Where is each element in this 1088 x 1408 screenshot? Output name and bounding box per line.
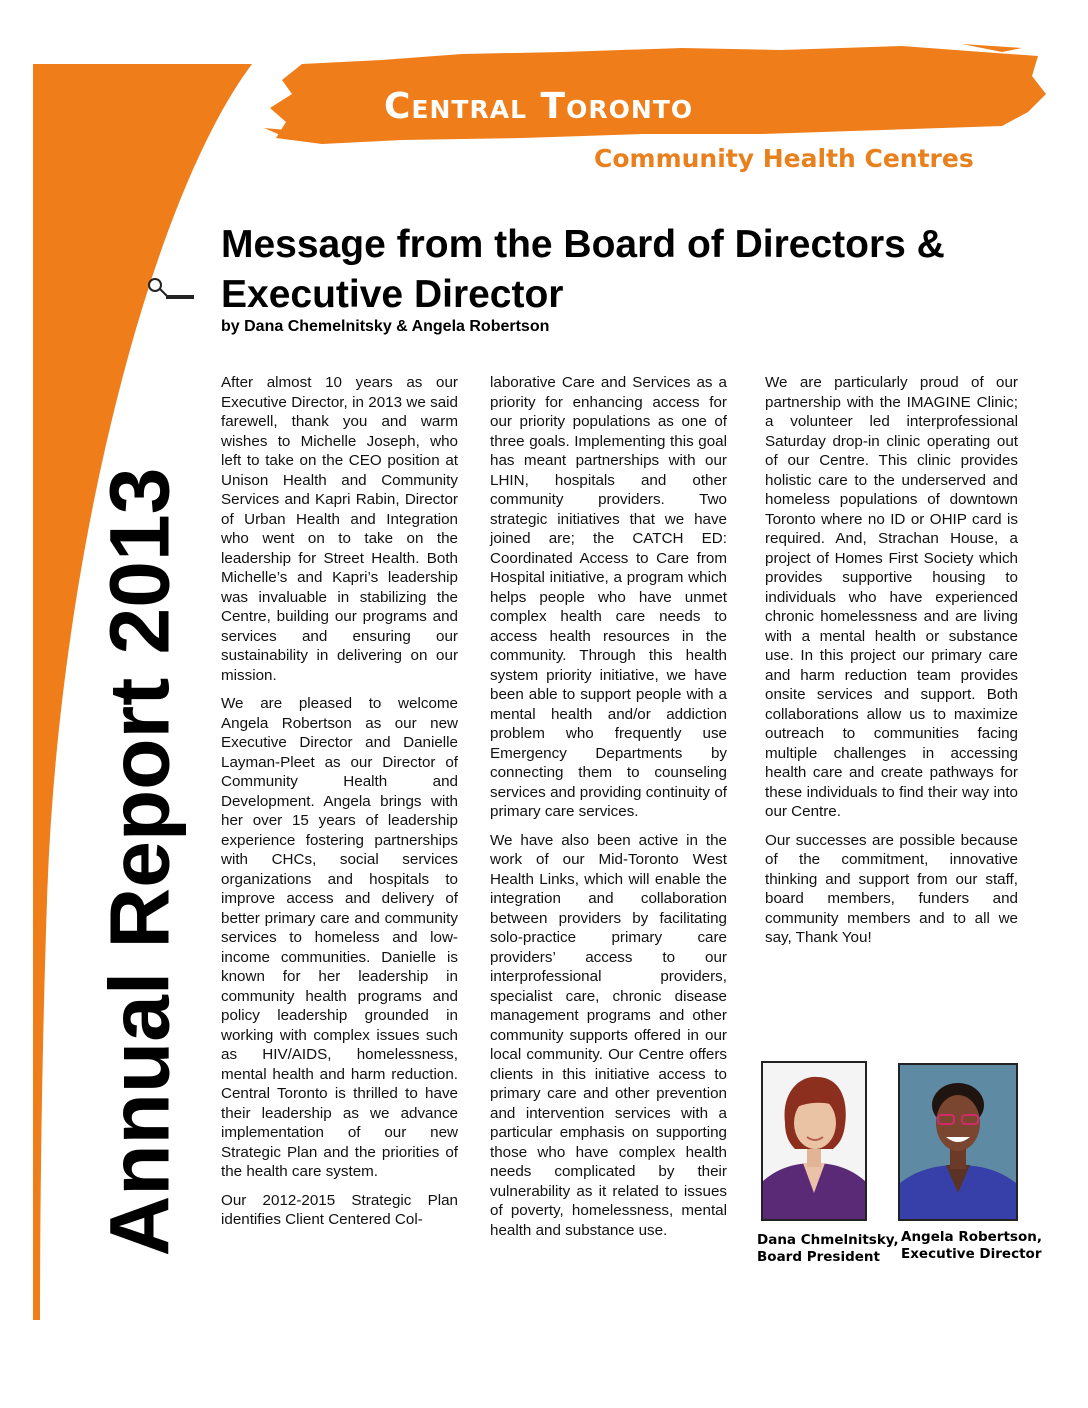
paragraph: Our 2012-2015 Strategic Plan identifies Client Centered Col- <box>221 1191 458 1228</box>
paragraph: After almost 10 years as our Executive Director, in 2013 we said farewell, thank you and warm wishes to Michelle Joseph, who left to take on the CEO position at Unison Health and Community Services and Kapri Rabin, Director of Urban Health and Integration who went on to take on the leadership for Street Health. Both Michelle’s and Kapri’s leadership was invaluable in stabilizing the Centre, building our programs and services and ensuring our sustainability in delivering on our mission. <box>221 374 458 684</box>
caption-name: Dana Chmelnitsky, <box>757 1232 899 1248</box>
caption-role: Board President <box>757 1249 880 1265</box>
logo-community-health-centres: Community Health Centres <box>594 144 974 173</box>
paragraph: laborative Care and Services as a priority for enhancing access for our priority populations as one of three goals. Implementing this goal has meant partnerships with our LHIN, hospitals and other community providers. Two strategic initiatives that we have joined are; the CATCH ED: Coordinated Access to Care from Hospital initiative, a program which helps people who have unmet complex health care needs to access health resources in the community. Through this health system priority initiative, we have been able to support people with a mental health and/or addiction problem who frequently use Emergency Departments by connecting them to counseling services and providing continuity of primary care services. <box>490 374 727 820</box>
caption-role: Executive Director <box>901 1246 1042 1262</box>
annual-report-vertical-title: Annual Report 2013 <box>92 467 187 1257</box>
caption-name: Angela Robertson, <box>901 1229 1042 1245</box>
photo-caption-angela <box>901 1229 1042 1263</box>
paragraph: We are pleased to welcome Angela Robertson as our new Executive Director and Danielle Layman-Pleet as our Director of Community Health and Development. Angela brings with her over 15 years of leadership experience fostering partnerships with CHCs, social services organizations and hospitals to improve access and delivery of better primary care and community services to homeless and low-income communities. Danielle is known for her leadership in community health programs and policy leadership grounded in working with complex issues such as HIV/AIDS, homelessness, mental health and harm reduction. Central Toronto is thrilled to have their leadership as we advance implementation of our new Strategic Plan and the priorities of the health care system. <box>221 695 458 1180</box>
photo-caption-dana <box>757 1232 899 1266</box>
byline: by Dana Chemelnitsky & Angela Robertson <box>221 318 550 335</box>
logo-central-toronto: Central Toronto <box>384 86 694 127</box>
paragraph: We have also been active in the work of our Mid-Toronto West Health Links, which will enable the integration and collaboration between providers by facilitating solo-practice primary care providers’ access to our interprofessional providers, specialist care, chronic disease management programs and other community supports offered in our local community. Our Centre offers clients in this initiative access to primary care and other prevention and intervention services with a particular emphasis on supporting those who have complex health needs complicated by their vulnerability as it related to issues of poverty, homelessness, mental health and substance use. <box>490 831 727 1239</box>
article-column-3 <box>765 373 1018 957</box>
portrait-image <box>763 1063 865 1219</box>
photo-dana-chmelnitsky <box>761 1061 867 1221</box>
page-title: Message from the Board of Directors & Executive Director <box>221 223 945 316</box>
photo-angela-robertson <box>898 1063 1018 1221</box>
paragraph: We are particularly proud of our partnership with the IMAGINE Clinic; a volunteer led interprofessional Saturday drop-in clinic operating out of our Centre. This clinic provides holistic care to the underserved and homeless populations of downtown Toronto where no ID or OHIP card is required. And, Strachan House, a project of Homes First Society which provides supportive housing to individuals who have experienced chronic homelessness and are living with a mental health or substance use. In this project our primary care and harm reduction team provides onsite services and support. Both collaborations allow us to maximize outreach to communities facing multiple challenges in accessing health care and create pathways for these individuals to find their way into our Centre. <box>765 374 1018 820</box>
article-column-1 <box>221 373 458 1239</box>
paragraph: Our successes are possible because of the commitment, innovative thinking and support from our staff, board members, funders and community members and to all we say, Thank You! <box>765 831 1018 946</box>
pushpin-icon <box>146 276 196 306</box>
portrait-image <box>900 1065 1016 1219</box>
article-column-2 <box>490 373 727 1249</box>
